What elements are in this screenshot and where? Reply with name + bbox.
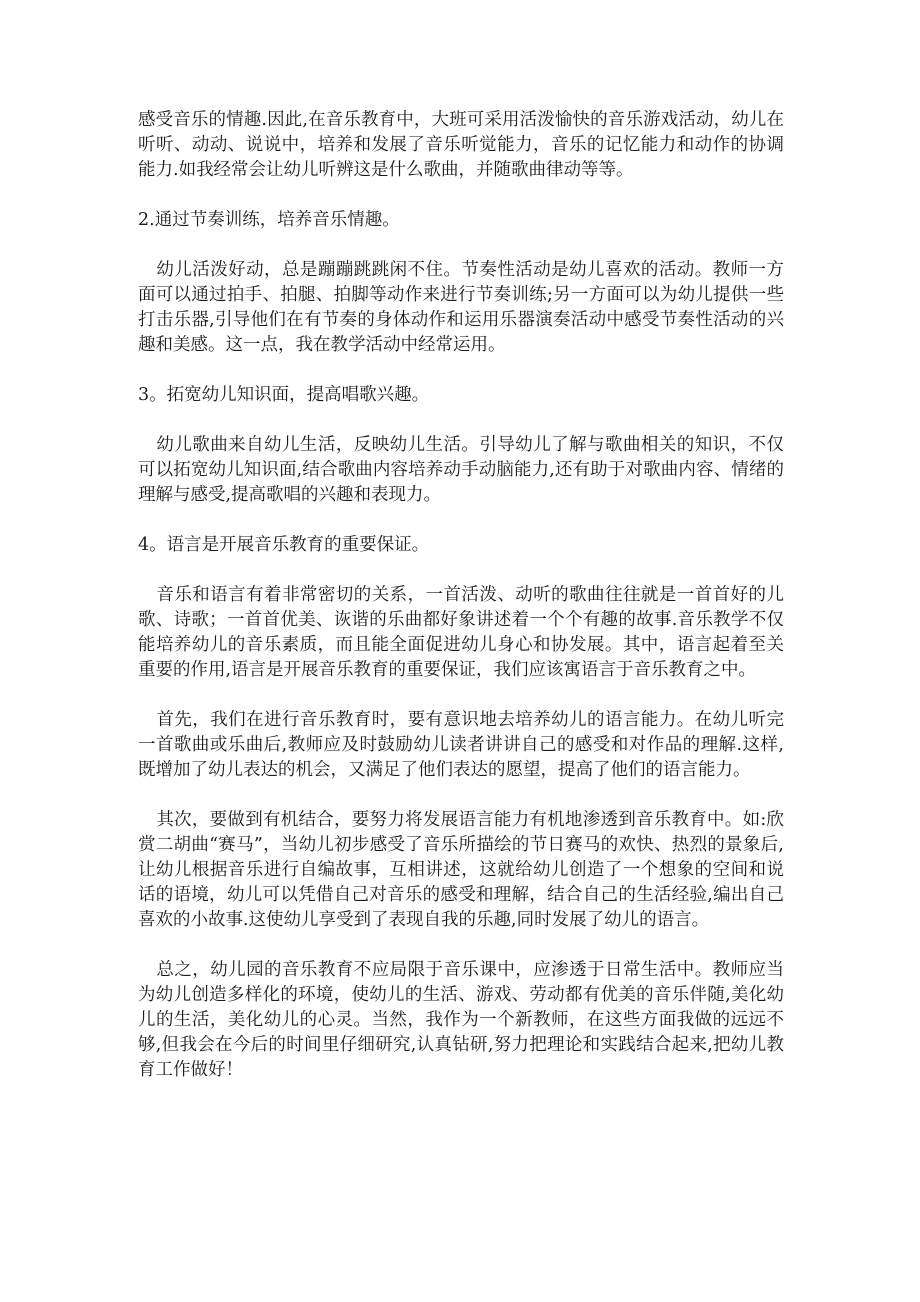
- paragraph-conclusion: 总之，幼儿园的音乐教育不应局限于音乐课中，应渗透于日常生活中。教师应当为幼儿创造多样化的环境，使幼儿的生活、游戏、劳动都有优美的音乐伴随,美化幼儿的生活，美化幼儿的心灵。当然，我作为一个新教师，在这些方面我做的远远不够,但我会在今后的时间里仔细研究,认真钻研,努力把理论和实践结合起来,把幼儿教育工作做好！: [138, 960, 784, 1080]
- document-body: [138, 108, 784, 1108]
- paragraph-knowledge: 幼儿歌曲来自幼儿生活，反映幼儿生活。引导幼儿了解与歌曲相关的知识，不仅可以拓宽幼儿知识面,结合歌曲内容培养动手动脑能力,还有助于对歌曲内容、情绪的理解与感受,提高歌唱的兴趣和表现力。: [138, 435, 784, 505]
- paragraph-intro: 感受音乐的情趣.因此,在音乐教育中，大班可采用活泼愉快的音乐游戏活动，幼儿在听听、动动、说说中，培养和发展了音乐听觉能力，音乐的记忆能力和动作的协调能力.如我经常会让幼儿听辨这是什么歌曲，并随歌曲律动等等。: [138, 110, 784, 180]
- paragraph-language: 音乐和语言有着非常密切的关系，一首活泼、动听的歌曲往往就是一首首好的儿歌、诗歌；一首首优美、诙谐的乐曲都好象讲述着一个个有趣的故事.音乐教学不仅能培养幼儿的音乐素质，而且能全面促进幼儿身心和协发展。其中，语言起着至关重要的作用,语言是开展音乐教育的重要保证，我们应该寓语言于音乐教育之中。: [138, 585, 784, 680]
- section-heading-3: 3。拓宽幼儿知识面，提高唱歌兴趣。: [138, 385, 430, 405]
- paragraph-second: 其次，要做到有机结合，要努力将发展语言能力有机地渗透到音乐教育中。如:欣赏二胡曲“赛马”，当幼儿初步感受了音乐所描绘的节日赛马的欢快、热烈的景象后,让幼儿根据音乐进行自编故事，互相讲述，这就给幼儿创造了一个想象的空间和说话的语境，幼儿可以凭借自己对音乐的感受和理解，结合自己的生活经验,编出自己喜欢的小故事.这使幼儿享受到了表现自我的乐趣,同时发展了幼儿的语言。: [138, 810, 784, 930]
- paragraph-rhythm: 幼儿活泼好动，总是蹦蹦跳跳闲不住。节奏性活动是幼儿喜欢的活动。教师一方面可以通过拍手、拍腿、拍脚等动作来进行节奏训练;另一方面可以为幼儿提供一些打击乐器,引导他们在有节奏的身体动作和运用乐器演奏活动中感受节奏性活动的兴趣和美感。这一点，我在教学活动中经常运用。: [138, 260, 784, 355]
- paragraph-first: 首先，我们在进行音乐教育时，要有意识地去培养幼儿的语言能力。在幼儿听完一首歌曲或乐曲后,教师应及时鼓励幼儿读者讲讲自己的感受和对作品的理解.这样,既增加了幼儿表达的机会，又满足了他们表达的愿望，提高了他们的语言能力。: [138, 710, 784, 780]
- section-heading-4: 4。语言是开展音乐教育的重要保证。: [138, 535, 430, 555]
- section-heading-2: 2.通过节奏训练，培养音乐情趣。: [138, 210, 400, 230]
